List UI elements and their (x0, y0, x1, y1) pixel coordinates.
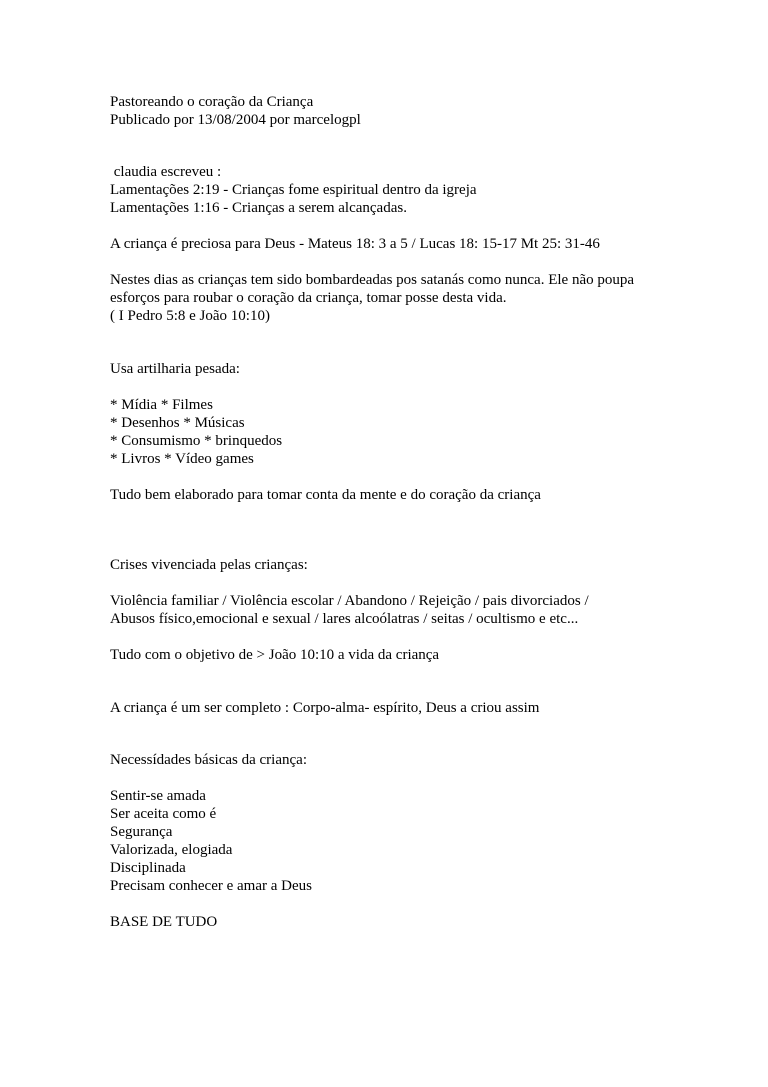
list-item: * Livros * Vídeo games (110, 451, 254, 467)
crises-heading: Crises vivenciada pelas crianças: (110, 557, 308, 573)
crises-line-2: Abusos físico,emocional e sexual / lares alcoólatras / seitas / ocultismo e etc... (110, 611, 579, 627)
paragraph-line: ( I Pedro 5:8 e João 10:10) (110, 308, 270, 324)
list-item: * Desenhos * Músicas (110, 415, 245, 431)
lamentacoes-line-1: Lamentações 2:19 - Crianças fome espiritual dentro da igreja (110, 182, 477, 198)
ser-completo-line: A criança é um ser completo : Corpo-alma- espírito, Deus a criou assim (110, 700, 540, 716)
author-line: claudia escreveu : (110, 164, 222, 180)
list-item: Ser aceita como é (110, 806, 217, 822)
base-line: BASE DE TUDO (110, 914, 218, 930)
preciosa-line: A criança é preciosa para Deus - Mateus 18: 3 a 5 / Lucas 18: 15-17 Mt 25: 31-46 (110, 236, 600, 252)
paragraph-line: Nestes dias as crianças tem sido bombardeadas pos satanás como nunca. Ele não poupa (110, 272, 635, 288)
list-item: * Mídia * Filmes (110, 397, 213, 413)
list-item: Disciplinada (110, 860, 186, 876)
list-item: Segurança (110, 824, 173, 840)
document-title: Pastoreando o coração da Criança (110, 94, 314, 110)
artilharia-heading: Usa artilharia pesada: (110, 361, 240, 377)
list-item: Valorizada, elogiada (110, 842, 233, 858)
necessidades-heading: Necessídades básicas da criança: (110, 752, 307, 768)
list-item: Sentir-se amada (110, 788, 206, 804)
objetivo-line: Tudo com o objetivo de > João 10:10 a vida da criança (110, 647, 440, 663)
crises-line-1: Violência familiar / Violência escolar / Abandono / Rejeição / pais divorciados / (110, 593, 589, 609)
list-item: * Consumismo * brinquedos (110, 433, 283, 449)
lamentacoes-line-2: Lamentações 1:16 - Crianças a serem alcançadas. (110, 200, 407, 216)
published-line: Publicado por 13/08/2004 por marcelogpl (110, 112, 361, 128)
paragraph-line: esforços para roubar o coração da criança, tomar posse desta vida. (110, 290, 507, 306)
list-item: Precisam conhecer e amar a Deus (110, 878, 312, 894)
tudo-bem-line: Tudo bem elaborado para tomar conta da mente e do coração da criança (110, 487, 541, 503)
